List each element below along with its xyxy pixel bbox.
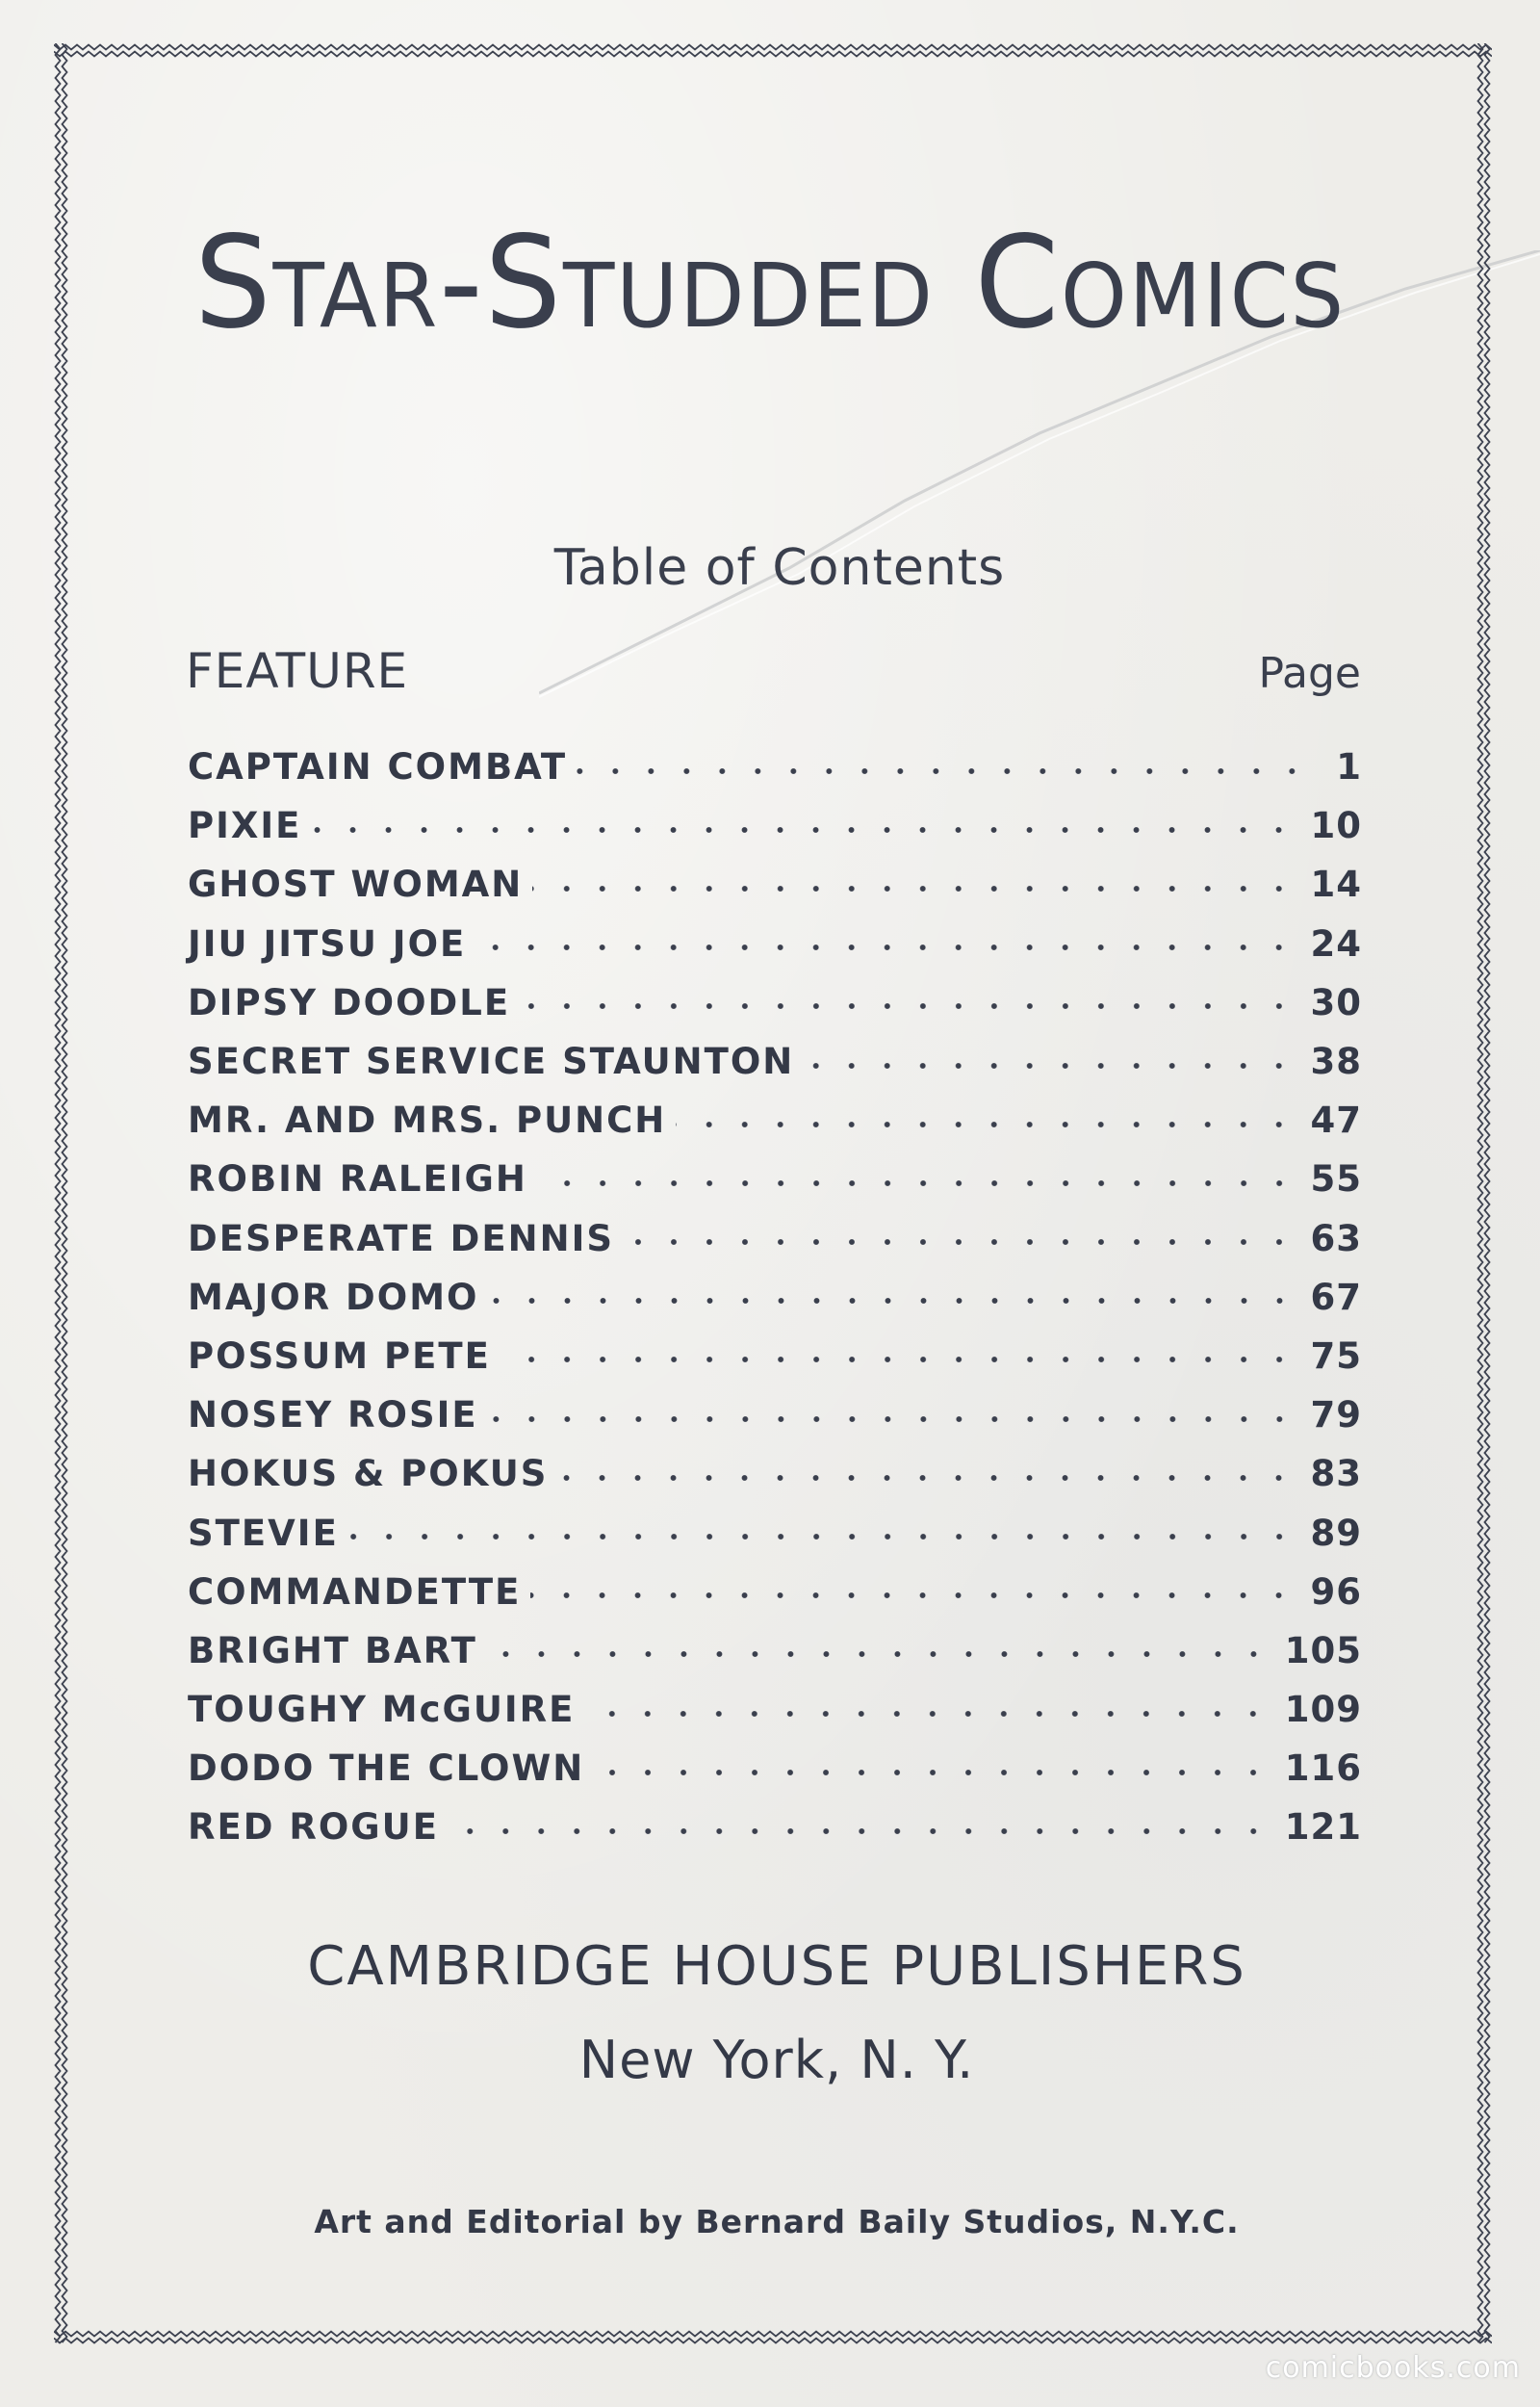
toc-entry-page: 63: [1310, 1217, 1362, 1259]
dot-leader: [557, 1474, 1296, 1482]
dot-leader: [532, 885, 1296, 893]
toc-entry: [188, 1621, 1362, 1680]
toc-entry: [188, 1798, 1362, 1856]
toc-entry-page: 30: [1310, 981, 1362, 1023]
toc-entry-title: DESPERATE DENNIS: [188, 1217, 615, 1259]
toc-entry-title: ROBIN RALEIGH: [188, 1158, 527, 1201]
site-watermark: comicbooks.com: [1265, 2351, 1521, 2385]
toc-entry-title: SECRET SERVICE STAUNTON: [188, 1041, 795, 1083]
publisher-name: CAMBRIDGE HOUSE PUBLISHERS: [307, 1935, 1246, 1998]
dot-leader: [624, 1238, 1296, 1246]
toc-entry-page: 116: [1284, 1747, 1362, 1790]
dot-leader: [584, 1710, 1270, 1718]
studio-credit: Art and Editorial by Bernard Baily Studios, N.Y.C.: [314, 2203, 1240, 2240]
toc-entry: [188, 1032, 1362, 1091]
toc-entry: [188, 1563, 1362, 1621]
toc-entry-page: 47: [1310, 1100, 1362, 1142]
toc-entry-page: 96: [1310, 1570, 1362, 1613]
toc-entry-title: MR. AND MRS. PUNCH: [188, 1100, 667, 1142]
toc-entry-title: HOKUS & POKUS: [188, 1453, 549, 1495]
toc-entry: [188, 738, 1362, 796]
toc-entry-page: 75: [1310, 1334, 1362, 1377]
dot-leader: [489, 1297, 1297, 1305]
dot-leader: [449, 1827, 1271, 1835]
dot-leader: [594, 1769, 1271, 1776]
toc-entry: [188, 973, 1362, 1032]
toc-entry-title: JIU JITSU JOE: [188, 922, 467, 965]
toc-entry-page: 79: [1310, 1394, 1362, 1436]
comic-title: Star-Studded Comics: [193, 209, 1347, 357]
toc-entry-title: RED ROGUE: [188, 1806, 439, 1849]
toc-entry: [188, 1503, 1362, 1562]
toc-entry: [188, 1385, 1362, 1444]
dot-leader: [804, 1062, 1296, 1070]
toc-entry: [188, 1150, 1362, 1208]
toc-entry-title: TOUGHY McGUIRE: [188, 1689, 576, 1731]
toc-entry-title: MAJOR DOMO: [188, 1276, 479, 1318]
toc-entry-page: 83: [1310, 1453, 1362, 1495]
toc-entry-page: 109: [1284, 1689, 1362, 1731]
toc-entry-title: GHOST WOMAN: [188, 864, 524, 906]
toc-entry: [188, 1444, 1362, 1503]
toc-entry-title: NOSEY ROSIE: [188, 1394, 478, 1436]
toc-entry: [188, 915, 1362, 973]
toc-entry-page: 121: [1284, 1806, 1362, 1849]
dot-leader: [530, 1592, 1296, 1599]
toc-entry-title: COMMANDETTE: [188, 1570, 522, 1613]
toc-entry: [188, 1268, 1362, 1327]
toc-entry-page: 1: [1336, 746, 1362, 789]
toc-entry-page: 14: [1310, 864, 1362, 906]
toc-entry-title: POSSUM PETE: [188, 1334, 491, 1377]
dot-leader: [487, 1650, 1271, 1658]
toc-entry: [188, 1680, 1362, 1739]
toc-entry-page: 38: [1310, 1041, 1362, 1083]
publisher-location: New York, N. Y.: [578, 2030, 975, 2090]
toc-entry-page: 55: [1310, 1158, 1362, 1201]
toc-entry: [188, 1739, 1362, 1798]
toc-entry-title: PIXIE: [188, 805, 302, 847]
toc-entry-title: DODO THE CLOWN: [188, 1747, 585, 1790]
toc-entry-page: 10: [1310, 805, 1362, 847]
dot-leader: [488, 1415, 1297, 1423]
toc-entry: [188, 855, 1362, 914]
dot-leader: [676, 1121, 1296, 1128]
toc-list: [188, 738, 1362, 1857]
toc-entry-page: 105: [1284, 1629, 1362, 1671]
toc-entry-title: DIPSY DOODLE: [188, 981, 511, 1023]
toc-entry-page: 24: [1310, 922, 1362, 965]
dot-leader: [520, 1002, 1296, 1010]
toc-entry: [188, 796, 1362, 855]
feature-column-header: FEATURE: [186, 643, 409, 699]
toc-entry-page: 67: [1310, 1276, 1362, 1318]
dot-leader: [348, 1533, 1297, 1540]
dot-leader: [500, 1356, 1297, 1363]
dot-leader: [577, 767, 1310, 775]
toc-entry-title: STEVIE: [188, 1512, 339, 1554]
dot-leader: [475, 944, 1296, 951]
toc-entry: [188, 1209, 1362, 1268]
toc-entry-title: CAPTAIN COMBAT: [188, 746, 568, 789]
toc-entry: [188, 1327, 1362, 1385]
toc-entry-title: BRIGHT BART: [188, 1629, 477, 1671]
dot-leader: [537, 1179, 1297, 1187]
page-column-header: Page: [1258, 649, 1361, 698]
toc-entry-page: 89: [1310, 1512, 1362, 1554]
dot-leader: [311, 826, 1296, 834]
toc-entry: [188, 1091, 1362, 1150]
toc-heading: Table of Contents: [553, 539, 1006, 597]
